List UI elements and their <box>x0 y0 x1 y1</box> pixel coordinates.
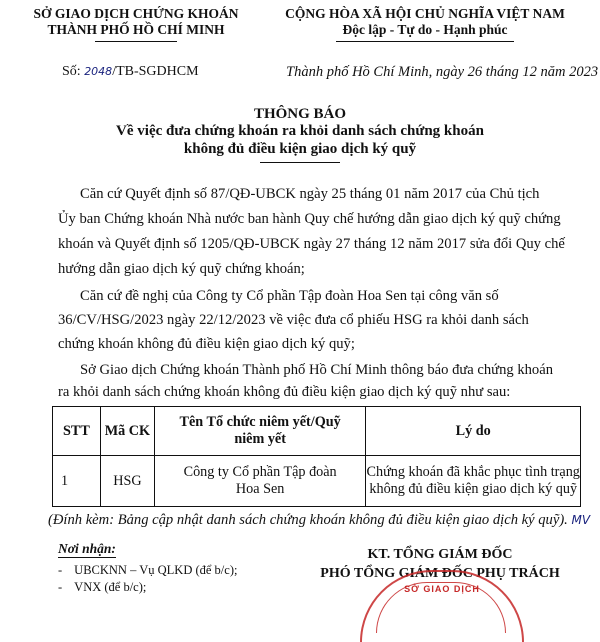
paragraph-1-line: Căn cứ Quyết định số 87/QĐ-UBCK ngày 25 tháng 01 năm 2017 của Chủ tịch <box>80 186 540 202</box>
attachment-note <box>48 512 590 529</box>
document-number-suffix: /TB-SGDHCM <box>112 64 199 79</box>
document-title: THÔNG BÁO <box>253 106 347 122</box>
recipient-item-text: VNX (để b/c); <box>74 580 147 594</box>
issuer-name-line2: THÀNH PHỐ HỒ CHÍ MINH <box>47 22 225 37</box>
motto-underline <box>336 41 514 42</box>
cell-company-line1: Công ty Cổ phần Tập đoàn <box>183 464 337 480</box>
issuer-name-line1: SỞ GIAO DỊCH CHỨNG KHOÁN <box>33 6 239 21</box>
table-header-row <box>53 407 581 456</box>
cell-company-line2: Hoa Sen <box>235 481 285 497</box>
official-seal-text: SỞ GIAO DỊCH <box>404 584 480 594</box>
signatory-title-line2: PHÓ TỔNG GIÁM ĐỐC PHỤ TRÁCH <box>320 566 560 581</box>
title-underline <box>260 162 340 163</box>
document-subject-line2: không đủ điều kiện giao dịch ký quỹ <box>183 141 417 157</box>
header-stt: STT <box>53 407 101 456</box>
paragraph-3-line: ra khỏi danh sách chứng khoán không đủ điều kiện giao dịch ký quỹ như sau: <box>58 384 511 400</box>
paragraph-1-line: hướng dẫn giao dịch ký quỹ chứng khoán; <box>58 261 305 277</box>
issuer-underline <box>95 41 177 42</box>
securities-table <box>52 406 581 507</box>
cell-reason-line2: không đủ điều kiện giao dịch ký quỹ <box>369 481 578 497</box>
table-row <box>53 456 581 507</box>
cell-company <box>154 456 366 507</box>
paragraph-2-line: chứng khoán không đủ điều kiện giao dịch ký quỹ; <box>58 336 355 352</box>
paragraph-2-line: 36/CV/HSG/2023 ngày 22/12/2023 về việc đưa cổ phiếu HSG ra khỏi danh sách <box>58 312 529 328</box>
national-motto: Độc lập - Tự do - Hạnh phúc <box>342 22 508 37</box>
paragraph-1-line: khoán và Quyết định số 1205/QĐ-UBCK ngày 27 tháng 12 năm 2017 sửa đổi Quy chế <box>58 236 565 252</box>
cell-stt: 1 <box>53 456 101 507</box>
attachment-text: (Đính kèm: Bảng cập nhật danh sách chứng khoán không đủ điều kiện giao dịch ký quỹ). <box>48 512 568 528</box>
cell-reason-line1: Chứng khoán đã khắc phục tình trạng <box>366 464 580 480</box>
cell-code: HSG <box>100 456 154 507</box>
recipient-item: - UBCKNN – Vụ QLKD (để b/c); <box>58 563 238 577</box>
header-reason: Lý do <box>366 407 581 456</box>
national-title: CỘNG HÒA XÃ HỘI CHỦ NGHĨA VIỆT NAM <box>285 6 565 21</box>
recipients-underline <box>58 557 116 558</box>
document-number-prefix: Số: <box>62 64 85 79</box>
signatory-title-line1: KT. TỔNG GIÁM ĐỐC <box>367 547 513 562</box>
document-subject-line1: Về việc đưa chứng khoán ra khỏi danh sách chứng khoán <box>116 123 484 139</box>
document-number <box>62 64 199 80</box>
header-code: Mã CK <box>100 407 154 456</box>
paragraph-2-line: Căn cứ đề nghị của Công ty Cổ phần Tập đoàn Hoa Sen tại công văn số <box>80 288 499 304</box>
paragraph-1-line: Ủy ban Chứng khoán Nhà nước ban hành Quy chế hướng dẫn giao dịch ký quỹ chứng <box>58 211 561 227</box>
document-date: Thành phố Hồ Chí Minh, ngày 26 tháng 12 năm 2023 <box>286 64 599 80</box>
recipients-label: Nơi nhận: <box>58 541 116 556</box>
cell-reason <box>366 456 581 507</box>
header-company-line1: Tên Tổ chức niêm yết/Quỹ <box>179 414 341 430</box>
header-company-line2: niêm yết <box>234 431 286 447</box>
recipient-item: - VNX (để b/c); <box>58 580 147 594</box>
document-number-handwritten: 2048 <box>84 65 113 78</box>
paragraph-3-line: Sở Giao dịch Chứng khoán Thành phố Hồ Chí Minh thông báo đưa chứng khoán <box>80 362 553 378</box>
header-company <box>154 407 366 456</box>
recipient-item-text: UBCKNN – Vụ QLKD (để b/c); <box>74 563 238 577</box>
handwritten-initials: MV <box>571 513 591 527</box>
